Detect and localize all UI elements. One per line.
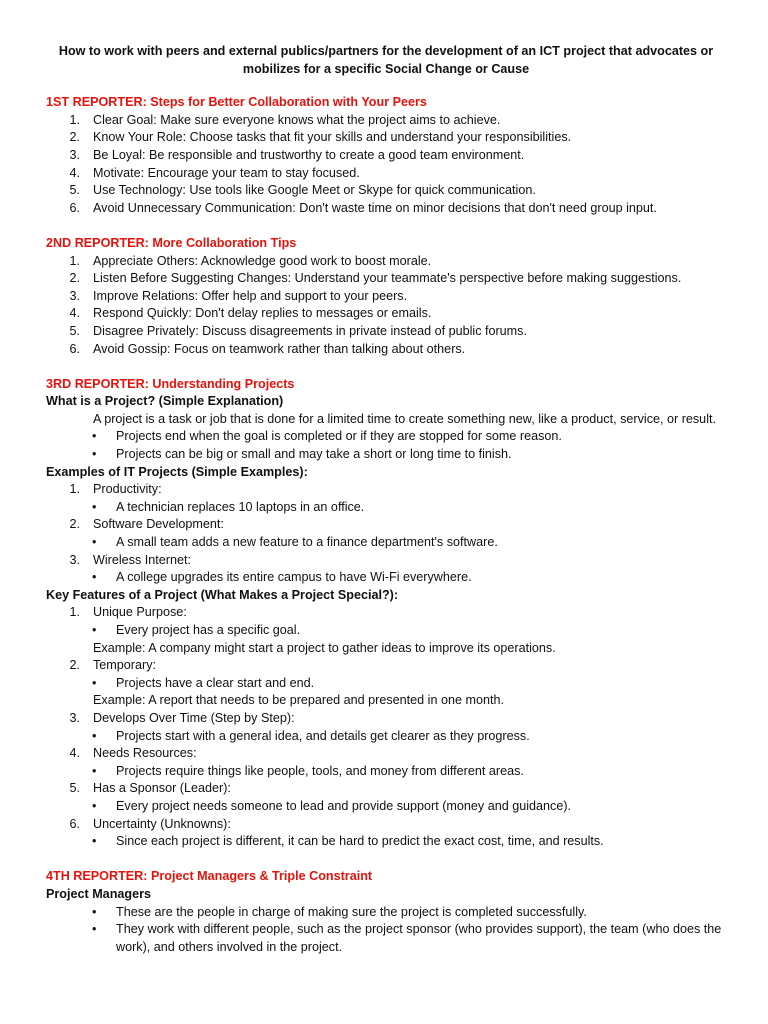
list-item: 1. Unique Purpose:: [69, 605, 187, 620]
bullet-item: • Every project has a specific goal.: [46, 622, 726, 640]
example-text: Example: A company might start a project to gather ideas to improve its operations.: [93, 640, 556, 655]
bullet-item: • Projects end when the goal is completed or if they are stopped for some reason.: [46, 428, 726, 446]
bullet-icon: •: [92, 623, 97, 637]
list-item: 3. Improve Relations: Offer help and support to your peers.: [69, 288, 408, 303]
list-item: 3. Develops Over Time (Step by Step):: [69, 710, 295, 725]
list-item: 5. Has a Sponsor (Leader):: [69, 781, 231, 796]
list-item: 4. Motivate: Encourage your team to stay focused.: [69, 165, 360, 180]
section-2: [46, 235, 726, 358]
document-page: [46, 43, 726, 974]
list-item: 6. Avoid Gossip: Focus on teamwork rather than talking about others.: [69, 341, 466, 356]
bullet-item: • These are the people in charge of making sure the project is completed successfully.: [46, 904, 726, 922]
list-item: 1. Clear Goal: Make sure everyone knows what the project aims to achieve.: [69, 112, 501, 127]
list-item: 3. Be Loyal: Be responsible and trustworthy to create a good team environment.: [69, 147, 525, 162]
section-3: [46, 376, 726, 851]
bullet-item: • A college upgrades its entire campus to have Wi-Fi everywhere.: [46, 569, 726, 587]
bullet-item: • Every project needs someone to lead and provide support (money and guidance).: [46, 798, 726, 816]
list-item: 5. Use Technology: Use tools like Google Meet or Skype for quick communication.: [69, 183, 536, 198]
bullet-icon: •: [92, 675, 97, 690]
section-2-heading: 2ND REPORTER: More Collaboration Tips: [46, 235, 297, 250]
bullet-item: • Since each project is different, it can be hard to predict the exact cost, time, and results.: [46, 833, 726, 851]
section-4: [46, 868, 726, 956]
list-item: 2. Know Your Role: Choose tasks that fit your skills and understand your responsibilities.: [69, 130, 572, 145]
document-title: How to work with peers and external publics/partners for the development of an ICT project that advocates or mobilizes for a specific Social Change or Cause: [58, 44, 714, 76]
list-item: 6. Uncertainty (Unknowns):: [69, 816, 231, 831]
bullet-icon: •: [92, 429, 97, 444]
bullet-icon: •: [92, 763, 97, 778]
section-3-heading: 3RD REPORTER: Understanding Projects: [46, 376, 295, 391]
subheading-what-is-project: What is a Project? (Simple Explanation): [46, 394, 284, 409]
bullet-icon: •: [92, 798, 97, 813]
bullet-item: • Projects require things like people, tools, and money from different areas.: [46, 763, 726, 781]
subheading-project-managers: Project Managers: [46, 886, 151, 901]
bullet-item: • A small team adds a new feature to a finance department's software.: [46, 534, 726, 552]
list-item: 4. Needs Resources:: [69, 746, 197, 761]
section-1: [46, 94, 726, 217]
subheading-examples: Examples of IT Projects (Simple Examples):: [46, 464, 308, 479]
example-text: Example: A report that needs to be prepared and presented in one month.: [93, 693, 504, 708]
list-item: 3. Wireless Internet:: [69, 552, 191, 567]
section-1-heading: 1ST REPORTER: Steps for Better Collaboration with Your Peers: [46, 95, 427, 110]
bullet-item: • Projects start with a general idea, and details get clearer as they progress.: [46, 728, 726, 746]
list-item: 2. Temporary:: [69, 658, 156, 673]
list-item: 4. Respond Quickly: Don't delay replies to messages or emails.: [69, 306, 432, 321]
bullet-icon: •: [92, 904, 97, 919]
list-item: 1. Productivity:: [69, 482, 162, 497]
bullet-icon: •: [92, 499, 97, 514]
bullet-item: • They work with different people, such as the project sponsor (who provides support), the team (who does the work), and others involved in the project.: [46, 921, 726, 956]
bullet-item: • Projects can be big or small and may take a short or long time to finish.: [46, 446, 726, 464]
bullet-icon: •: [92, 922, 97, 937]
section-4-heading: 4TH REPORTER: Project Managers & Triple Constraint: [46, 869, 373, 884]
bullet-icon: •: [92, 728, 97, 743]
subheading-key-features: Key Features of a Project (What Makes a Project Special?):: [46, 587, 399, 602]
list-item: 2. Listen Before Suggesting Changes: Understand your teammate's perspective before making suggestions.: [69, 271, 682, 286]
list-item: 6. Avoid Unnecessary Communication: Don't waste time on minor decisions that don't need group input.: [69, 200, 657, 215]
list-item: 5. Disagree Privately: Discuss disagreements in private instead of public forums.: [69, 323, 527, 338]
list-item: 1. Appreciate Others: Acknowledge good work to boost morale.: [69, 253, 432, 268]
paragraph-project-definition: A project is a task or job that is done for a limited time to create something new, like a product, service, or result.: [93, 411, 716, 426]
bullet-icon: •: [92, 447, 97, 462]
bullet-icon: •: [92, 535, 97, 550]
list-item: 2. Software Development:: [69, 517, 224, 532]
bullet-icon: •: [92, 570, 97, 585]
bullet-item: • A technician replaces 10 laptops in an office.: [46, 499, 726, 517]
bullet-item: • Projects have a clear start and end.: [46, 675, 726, 693]
bullet-icon: •: [92, 834, 97, 849]
